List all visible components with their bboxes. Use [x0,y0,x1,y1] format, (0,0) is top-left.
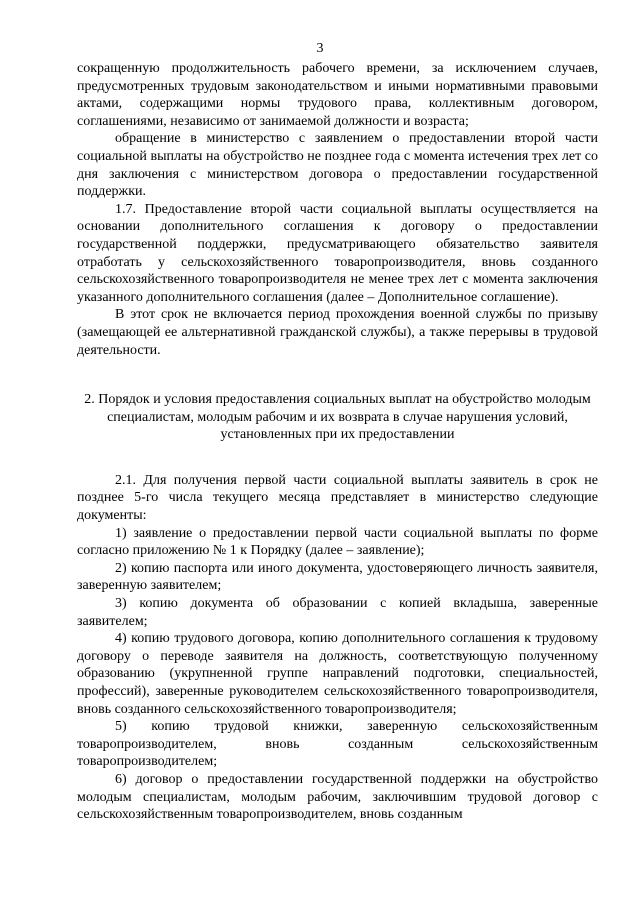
list-item: 5) копию трудовой книжки, заверенную сельскохозяйственным товаропроизводителем, вновь созданным сельскохозяйственным товаропроизводителем; [77,719,598,770]
list-item: 1) заявление о предоставлении первой части социальной выплаты по форме согласно приложению № 1 к Порядку (далее – заявление); [77,525,598,559]
list-item: 2) копию паспорта или иного документа, удостоверяющего личность заявителя, заверенную заявителем; [77,560,598,594]
paragraph: обращение в министерство с заявлением о предоставлении второй части социальной выплаты на обустройство не позднее года с момента истечения трех лет со дня заключения с министерством договора о предоставлении государственной поддержки. [77,131,598,200]
paragraph: сокращенную продолжительность рабочего времени, за исключением случаев, предусмотренных трудовым законодательством и иными нормативными правовыми актами, содержащими нормы трудового права, коллективным договором, соглашениями, независимо от занимаемой должности и возраста; [77,61,598,129]
section-heading: 2. Порядок и условия предоставления социальных выплат на обустройство молодым специалистам, молодым рабочим и их возврата в случае нарушения условий, установленных при их предоставлении [84,392,591,443]
list-item: 4) копию трудового договора, копию дополнительного соглашения к трудовому договору о переводе заявителя на должность, соответствующую полученному образованию (укрупненной группе направлений подготовки, специальностей, профессий), заверенные руководителем сельскохозяйственного товаропроизводителя, вновь созданного сельскохозяйственного товаропроизводителя; [77,631,598,717]
paragraph: 1.7. Предоставление второй части социальной выплаты осуществляется на основании дополнительного соглашения к договору о предоставлении государственной поддержки, предусматривающего обязательство заявителя отработать у сельскохозяйственного товаропроизводителя, вновь созданного сельскохозяйственного товаропроизводителя не менее трех лет с момента заключения указанного дополнительного соглашения (далее – Дополнительное соглашение). [77,201,598,305]
paragraph: 2.1. Для получения первой части социальной выплаты заявитель в срок не позднее 5-го числа текущего месяца представляет в министерство следующие документы: [77,472,598,524]
page-number: 3 [316,41,324,56]
paragraph: В этот срок не включается период прохождения военной службы по призыву (замещающей ее альтернативной гражданской службы), а также перерывы в трудовой деятельности. [77,307,598,358]
list-item: 3) копию документа об образовании с копией вкладыша, заверенные заявителем; [77,596,598,629]
document-body [77,60,598,824]
list-item: 6) договор о предоставлении государственной поддержки на обустройство молодым специалистам, молодым рабочим, заключившим трудовой договор с сельскохозяйственным товаропроизводителем, вновь созданным [77,771,598,823]
